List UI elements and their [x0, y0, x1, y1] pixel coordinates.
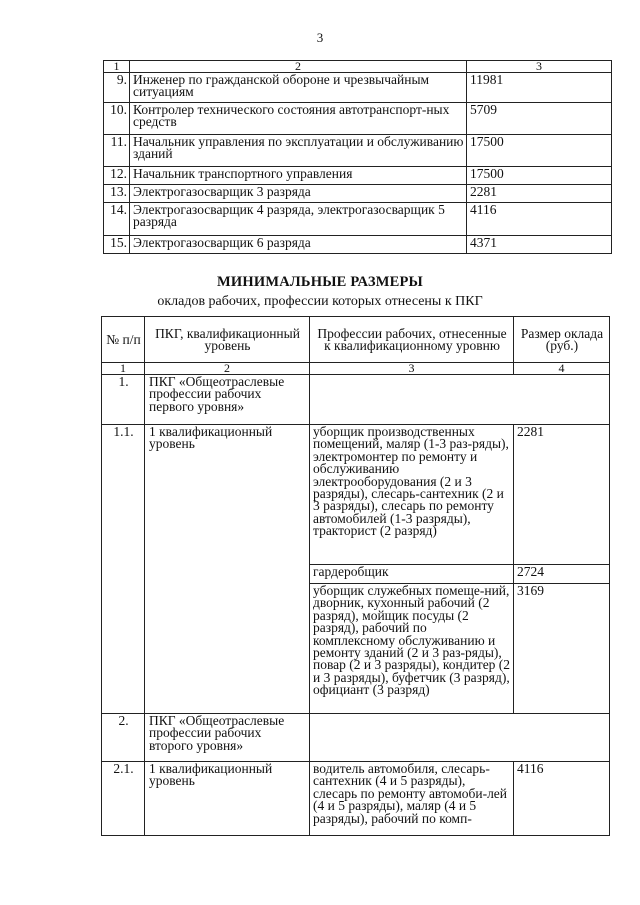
header-salary: Размер оклада (руб.): [514, 317, 610, 363]
table-row: [104, 103, 612, 135]
row-number: 15.: [104, 236, 130, 254]
table-row: [104, 135, 612, 167]
salary-value: 4371: [467, 236, 612, 254]
salary-value: 2724: [514, 565, 610, 584]
column-number-1: 1: [102, 363, 145, 375]
column-number-2: 2: [145, 363, 310, 375]
salary-value: 17500: [467, 167, 612, 185]
position-name: Электрогазосварщик 3 разряда: [130, 185, 467, 203]
salary-value: 4116: [514, 762, 610, 836]
header-number: № п/п: [102, 317, 145, 363]
salary-value: 2281: [514, 425, 610, 565]
salary-value: 11981: [467, 73, 612, 103]
professions-text: водитель автомобиля, слесарь-сантехник (4 и 5 разряды), слесарь по ремонту автомоби-лей (4 и 5 разряды), маляр (4 и 5 разряды), рабочий по комп-: [310, 762, 514, 836]
position-name: Контролер технического состояния автотранспорт-ных средств: [130, 103, 467, 135]
level-number: 1.1.: [102, 425, 145, 714]
salary-table: [101, 316, 610, 836]
header-professions: Профессии рабочих, отнесенные к квалификационному уровню: [310, 317, 514, 363]
table-row: [104, 167, 612, 185]
column-number-2: 2: [130, 61, 467, 73]
row-number: 10.: [104, 103, 130, 135]
row-number: 13.: [104, 185, 130, 203]
row-number: 11.: [104, 135, 130, 167]
table-row: [102, 762, 610, 836]
position-name: Начальник управления по эксплуатации и обслуживанию зданий: [130, 135, 467, 167]
salary-value: 4116: [467, 203, 612, 236]
row-number: 9.: [104, 73, 130, 103]
group-number: 1.: [102, 375, 145, 425]
table-header-row: [104, 61, 612, 73]
section-title: МИНИМАЛЬНЫЕ РАЗМЕРЫ: [217, 274, 423, 290]
table-row: [104, 73, 612, 103]
group-row: [102, 714, 610, 762]
salary-value: 3169: [514, 584, 610, 714]
table-row: [104, 203, 612, 236]
column-number-3: 3: [310, 363, 514, 375]
group-row: [102, 375, 610, 425]
column-number-3: 3: [467, 61, 612, 73]
level-name: 1 квалификационный уровень: [145, 425, 310, 714]
professions-text: уборщик служебных помеще-ний, дворник, кухонный рабочий (2 разряд), мойщик посуды (2 разряд), рабочий по комплексному обслуживанию и ремонту зданий (2 и 3 раз-ряды), повар (2 и 3 разряды), кондитер (2 и 3 разряды), буфетчик (3 разряд), официант (3 разряд): [310, 584, 514, 714]
level-name: 1 квалификационный уровень: [145, 762, 310, 836]
table-header-row: [102, 317, 610, 363]
column-numbers-row: [102, 363, 610, 375]
group-number: 2.: [102, 714, 145, 762]
header-pkg: ПКГ, квалификационный уровень: [145, 317, 310, 363]
group-name: ПКГ «Общеотраслевые профессии рабочих второго уровня»: [145, 714, 310, 762]
position-name: Электрогазосварщик 6 разряда: [130, 236, 467, 254]
position-name: Начальник транспортного управления: [130, 167, 467, 185]
salary-value: 17500: [467, 135, 612, 167]
position-name: Инженер по гражданской обороне и чрезвычайным ситуациям: [130, 73, 467, 103]
column-number-4: 4: [514, 363, 610, 375]
row-number: 14.: [104, 203, 130, 236]
column-number-1: 1: [104, 61, 130, 73]
professions-text: уборщик производственных помещений, маляр (1-3 раз-ряды), электромонтер по ремонту и обслуживанию электрооборудования (2 и 3 разряды), слесарь-сантехник (2 и 3 разряды), слесарь по ремонту автомобилей (1-3 разряды), тракторист (2 разряд): [310, 425, 514, 565]
table-row: [104, 236, 612, 254]
level-number: 2.1.: [102, 762, 145, 836]
positions-table: [103, 60, 612, 254]
row-number: 12.: [104, 167, 130, 185]
page-number: 3: [316, 30, 324, 45]
section-subtitle: окладов рабочих, профессии которых отнесены к ПКГ: [157, 294, 483, 309]
group-name: ПКГ «Общеотраслевые профессии рабочих первого уровня»: [145, 375, 310, 425]
table-row: [102, 425, 610, 565]
table-row: [104, 185, 612, 203]
professions-text: гардеробщик: [310, 565, 514, 584]
position-name: Электрогазосварщик 4 разряда, электрогазосварщик 5 разряда: [130, 203, 467, 236]
salary-value: 5709: [467, 103, 612, 135]
salary-value: 2281: [467, 185, 612, 203]
